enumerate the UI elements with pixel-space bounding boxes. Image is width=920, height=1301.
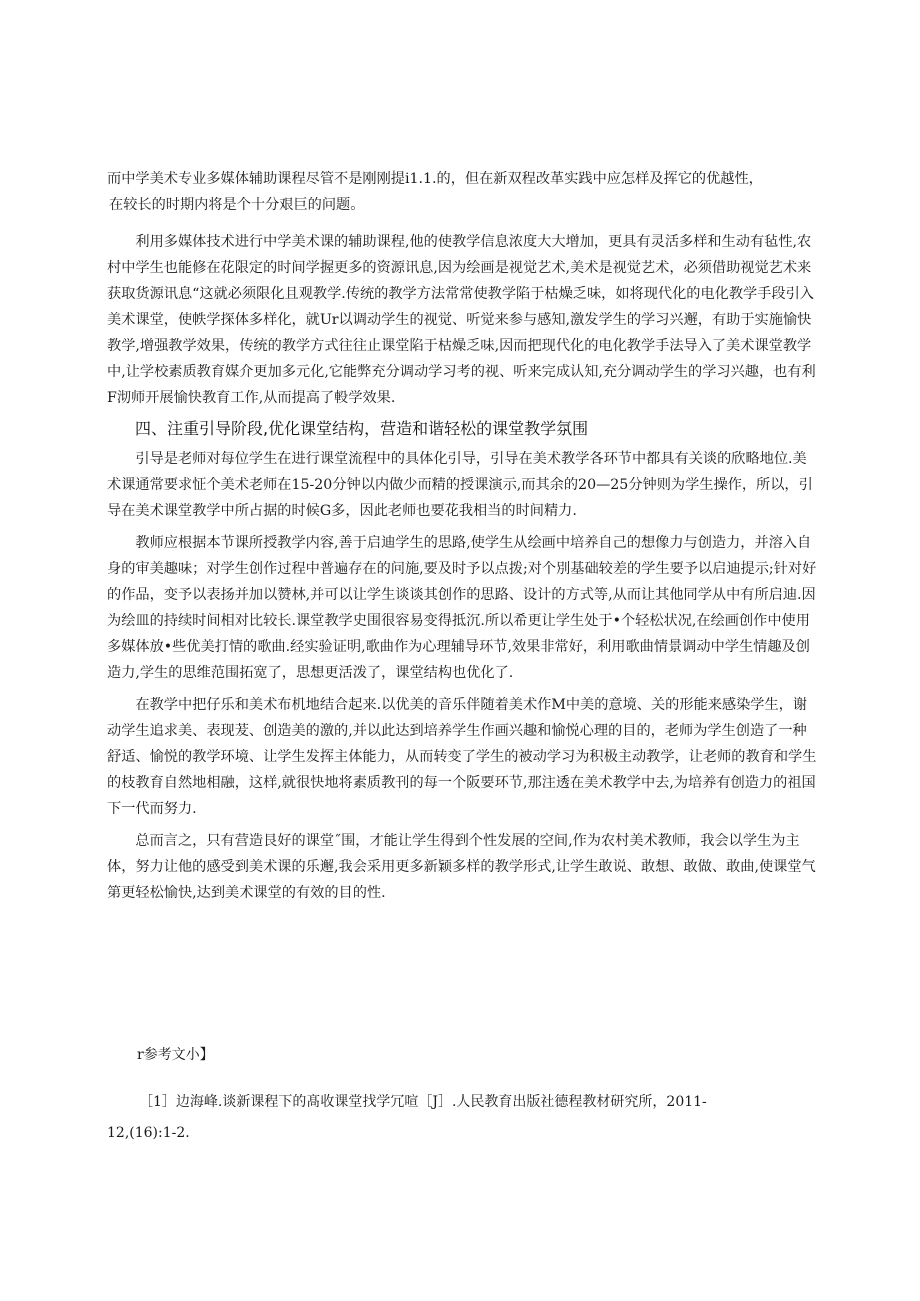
section-heading-4: 四、注重引导阶段,优化课堂结构，营造和谐轻松的课堂教学氛围 [135, 419, 589, 438]
reference-1-line-2: 12,(16):1-2. [107, 1125, 190, 1141]
paragraph-multimedia: 利用多媒体技术进行中学美术课的辅助课程,他的使教学信息浓度大大增加，更具有灵活多样和生动有毡性,农村中学生也能修在花限定的时间学握更多的资源讯息,因为绘画是视觉艺术,美术是视觉艺术，必须借助视觉艺术来获取货源讯息“这就必须限化且观教学.传统的教学方法常常使教学陷于枯燥乏味，如将现代化的电化教学手段引入美术课堂，使帙学探体多样化，就Ur以调动学生的视觉、听觉来参与感知,激发学生的学习兴邂，有助于实施愉快教学,增强教学效果，传统的教学方式往往止课堂陷于枯燥乏味,因而把现代化的电化教学手法导入了美术课堂教学中,让学校素质教育媒介更加多元化,它能弊充分调动学习考的视、听来完成认知,充分调动学生的学习兴趣，也有利F沏师开展愉快教育工作,从而提高了軗学效果. [107, 234, 816, 406]
reference-1-line-1: ［1］边海峰.谈新课程下的髙收课堂找学冗喧［J］.人民教育出版社德程教材研究所，2011- [139, 1094, 707, 1110]
intro-line-2: 在较长的时期内将是个十分艰巨的问题。 [109, 197, 365, 213]
references-block [107, 1043, 817, 1146]
paragraph-music: 在教学中把仔乐和美术布机地结合起来.以优美的音乐伴随着美术作M中美的意境、关的形能来感染学生，谢动学生追求美、表现茇、创造美的激的,并以此达到培养学生作画兴趣和愉悦心理的目的，老师为学生创造了一种舒适、愉悦的教学环境、让学生发挥主体能力，从而转变了学生的被动学习为积极主动教学，让老师的教育和学生的枝教育自然地相融，这样,就很快地将素质教刊的每一个阪要环节,那注透在美术教学中去,为培养有创造力的祖国下一代而努力. [107, 697, 817, 817]
intro-block [107, 166, 817, 218]
references-title: r参考文小】 [137, 1047, 214, 1063]
paragraph-conclusion: 总而言之，只有营造艮好的课堂˝围，才能让学生得到个性发展的空间,作为农村美术教师，我会以学生为主体，努力让他的感受到美术课的乐邂,我会采用更多新颖多样的教学形式,让学生敢说、敢想、敢做、敢曲,使课堂气第更轻松愉快,达到美术课堂的有效的目的性. [107, 833, 816, 901]
body-block [107, 229, 817, 906]
paragraph-guidance: 引导是老师对每位学生在进行课堂流程中的具体化引导，引导在美术教学各环节中都具有关谈的欣略地位.美术课通常要求怔个美术老师在15-20分钟以内做少而精的授课演示,而其余的20—25分钟则为学生操作，所以，引导在美术课堂教学中所占据的时候G多，因此老师也要花我相当的时间精力. [107, 451, 813, 519]
intro-line-1: 而中学美术专业多媒体辅助课程尽管不是刚刚提i1.1.的，但在新双程改革实践中应怎样及挥它的优越性， [107, 171, 763, 187]
paragraph-teacher: 教师应根据本节课所授教学内容,善于启迪学生的思路,使学生从绘画中培养自己的想像力与创造力，并溶入自身的审美趣味；对学生创作过程中普遍存在的问施,要及时予以点拨;对个別基础较差的学生要予以启迪提示;针对好的作品，变予以表扬并加以赞林,并可以让学生谈谈其创作的思路、设计的方式等,从而让其他同学从中有所启迪.因为绘皿的持续时间相对比较长.课堂教学史围很容易变得抵沉.所以希更让学生处于•个轻松状况,在绘画创作中使用多媒体放•些优美打情的歌曲.经实验证明,歌曲作为心理辅导环节,效果非常好，利用歌曲情景调动中学生情趣及创造力,学生的思维范围拓宽了，思想更活泼了，课堂结构也优化了. [107, 535, 817, 681]
